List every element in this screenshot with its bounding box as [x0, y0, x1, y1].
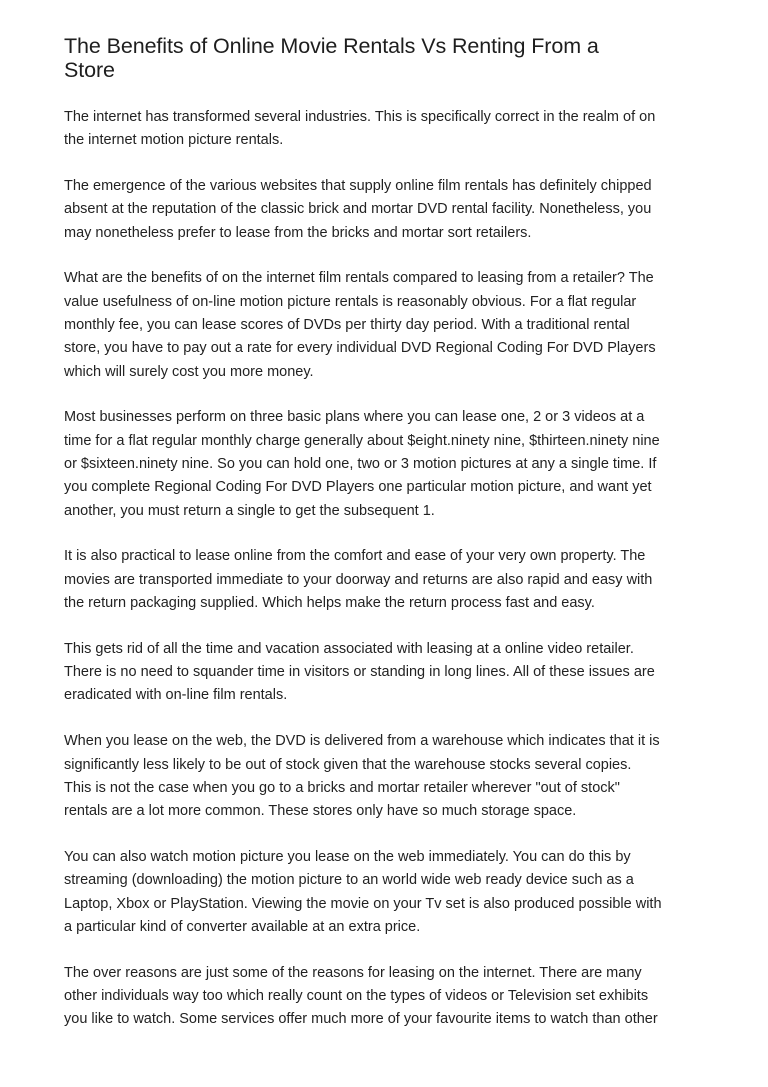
text-line: absent at the reputation of the classic brick and mortar DVD rental facility. Nonetheless, you: [64, 201, 652, 218]
text-line: Laptop, Xbox or PlayStation. Viewing the movie on your Tv set is also produced possible with: [64, 895, 662, 912]
text-line: the internet motion picture rentals.: [64, 132, 284, 149]
text-line: The internet has transformed several industries. This is specifically correct in the realm of on: [64, 109, 656, 125]
paragraph-5: [64, 545, 714, 615]
text-line: What are the benefits of on the internet film rentals compared to leasing from a retailer? The: [64, 270, 654, 287]
document-title: [64, 34, 714, 82]
text-line: This is not the case when you go to a bricks and mortar retailer wherever "out of stock": [64, 779, 620, 796]
text-line: you like to watch. Some services offer much more of your favourite items to watch than other: [64, 1011, 658, 1028]
text-line: or $sixteen.ninety nine. So you can hold one, two or 3 motion pictures at any a single time. If: [64, 456, 657, 473]
paragraph-9: [64, 962, 714, 1032]
text-line: rentals are a lot more common. These stores only have so much storage space.: [64, 803, 577, 820]
text-line: significantly less likely to be out of stock given that the warehouse stocks several copies.: [64, 756, 632, 773]
text-line: eradicated with on-line film rentals.: [64, 687, 288, 704]
text-line: It is also practical to lease online from the comfort and ease of your very own property. The: [64, 548, 646, 565]
text-line: You can also watch motion picture you lease on the web immediately. You can do this by: [64, 848, 631, 865]
document-page: [64, 34, 714, 1054]
paragraph-3: [64, 267, 714, 383]
text-line: which will surely cost you more money.: [64, 363, 314, 380]
text-line: may nonetheless prefer to lease from the bricks and mortar sort retailers.: [64, 224, 532, 241]
paragraph-8: [64, 846, 714, 939]
text-line: The over reasons are just some of the reasons for leasing on the internet. There are many: [64, 964, 642, 981]
text-line: value usefulness of on-line motion picture rentals is reasonably obvious. For a flat regular: [64, 293, 637, 310]
paragraph-2: [64, 175, 714, 245]
text-line: the return packaging supplied. Which helps make the return process fast and easy.: [64, 595, 595, 612]
text-line: time for a flat regular monthly charge generally about $eight.ninety nine, $thirteen.ninety nine: [64, 432, 660, 449]
text-line: store, you have to pay out a rate for every individual DVD Regional Coding For DVD Players: [64, 340, 656, 357]
text-line: other individuals way too which really count on the types of videos or Television set exhibits: [64, 987, 649, 1004]
text-line: you complete Regional Coding For DVD Players one particular motion picture, and want yet: [64, 479, 652, 496]
paragraph-7: [64, 730, 714, 823]
text-line: There is no need to squander time in visitors or standing in long lines. All of these issues are: [64, 664, 655, 681]
text-line: another, you must return a single to get the subsequent 1.: [64, 502, 435, 519]
paragraph-4: [64, 406, 714, 522]
text-line: The emergence of the various websites that supply online film rentals has definitely chipped: [64, 178, 652, 195]
text-line: monthly fee, you can lease scores of DVDs per thirty day period. With a traditional rental: [64, 317, 630, 334]
title-line: Store: [64, 58, 115, 82]
text-line: movies are transported immediate to your doorway and returns are also rapid and easy with: [64, 571, 653, 588]
text-line: When you lease on the web, the DVD is delivered from a warehouse which indicates that it is: [64, 733, 660, 750]
paragraph-1: [64, 106, 714, 153]
text-line: streaming (downloading) the motion picture to an world wide web ready device such as a: [64, 872, 634, 889]
title-line: The Benefits of Online Movie Rentals Vs Renting From a: [64, 34, 599, 58]
text-line: a particular kind of converter available at an extra price.: [64, 918, 421, 935]
paragraph-6: [64, 638, 714, 708]
text-line: Most businesses perform on three basic plans where you can lease one, 2 or 3 videos at a: [64, 409, 645, 426]
text-line: This gets rid of all the time and vacation associated with leasing at a online video retailer.: [64, 640, 634, 657]
